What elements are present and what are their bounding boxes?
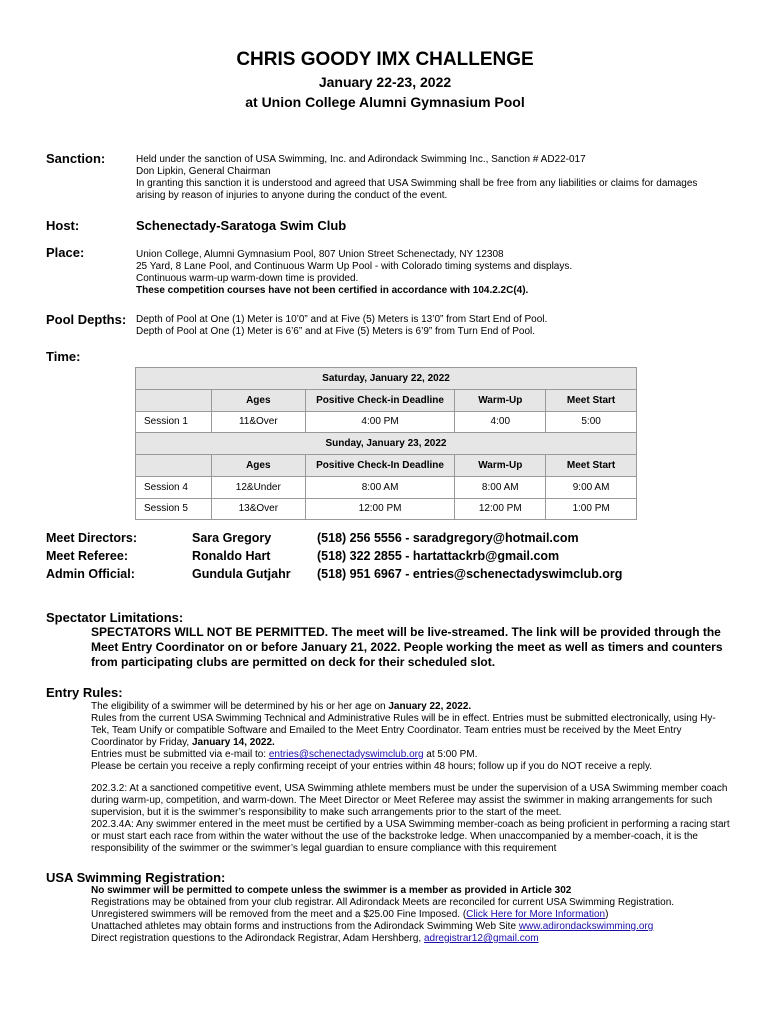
- registrar-email-link[interactable]: adregistrar12@gmail.com: [423, 933, 539, 944]
- sanction-text: [136, 154, 721, 202]
- table-row: [136, 433, 637, 455]
- referee-label: Meet Referee:: [46, 549, 128, 563]
- more-info-link[interactable]: Click Here for More Information: [466, 909, 606, 920]
- session-name: Session 5: [136, 498, 212, 520]
- column-header: Ages: [211, 455, 305, 477]
- table-cell: 12&Under: [211, 476, 305, 498]
- entry-rules-label: Entry Rules:: [46, 685, 123, 700]
- day-header: Saturday, January 22, 2022: [136, 368, 637, 390]
- entry-text: Entries must be submitted via e-mail to:: [91, 749, 269, 760]
- place-label: Place:: [46, 245, 85, 260]
- place-line: These competition courses have not been certified in accordance with 104.2.2C(4).: [136, 285, 529, 296]
- place-line: Union College, Alumni Gymnasium Pool, 807 Union Street Schenectady, NY 12308: [136, 249, 504, 260]
- entry-rules-text: [91, 701, 731, 855]
- table-row: [136, 411, 637, 433]
- spectator-label: Spectator Limitations:: [46, 610, 184, 625]
- column-header: Meet Start: [546, 389, 637, 411]
- table-row: [136, 476, 637, 498]
- referee-name: Ronaldo Hart: [192, 549, 271, 563]
- host-label: Host:: [46, 218, 80, 233]
- table-row: [136, 455, 637, 477]
- director-contact: (518) 256 5556 - saradgregory@hotmail.com: [317, 531, 579, 545]
- entry-deadline: January 14, 2022.: [191, 737, 275, 748]
- column-header: Meet Start: [546, 455, 637, 477]
- admin-contact: (518) 951 6967 - entries@schenectadyswimclub.org: [317, 567, 623, 581]
- referee-contact: (518) 322 2855 - hartattackrb@gmail.com: [317, 549, 560, 563]
- officials-contacts: [317, 529, 622, 583]
- registration-label: USA Swimming Registration:: [46, 870, 226, 885]
- sanction-line: Held under the sanction of USA Swimming, Inc. and Adirondack Swimming Inc., Sanction # AD22-017: [136, 154, 586, 165]
- registration-text-span: ): [605, 909, 609, 920]
- registration-line: [91, 933, 731, 945]
- table-cell: 4:00 PM: [305, 411, 455, 433]
- entry-paragraph: [91, 749, 731, 761]
- registration-line: [91, 921, 731, 933]
- sanction-line: Don Lipkin, General Chairman: [136, 166, 271, 177]
- director-name: Sara Gregory: [192, 531, 272, 545]
- table-cell: [136, 455, 212, 477]
- directors-label: Meet Directors:: [46, 531, 137, 545]
- registration-line: No swimmer will be permitted to compete unless the swimmer is a member as provided in Article 302: [91, 885, 572, 896]
- registration-text-span: Unregistered swimmers will be removed from the meet and a $25.00 Fine Imposed. (: [91, 909, 467, 920]
- place-line: Continuous warm-up warm-down time is provided.: [136, 273, 359, 284]
- entry-paragraph: [91, 713, 731, 749]
- entries-email-link[interactable]: entries@schenectadyswimclub.org: [268, 749, 424, 760]
- meet-title: CHRIS GOODY IMX CHALLENGE: [236, 49, 534, 70]
- pool-depth-line: Depth of Pool at One (1) Meter is 10’0” and at Five (5) Meters is 13’0” from Start End of Pool.: [136, 314, 548, 325]
- registration-text-span: Direct registration questions to the Adirondack Registrar, Adam Hershberg,: [91, 933, 424, 944]
- schedule-table: [135, 367, 637, 520]
- meet-date: January 22-23, 2022: [318, 74, 452, 90]
- entry-paragraph: Please be certain you receive a reply confirming receipt of your entries within 48 hours; follow up if you do NOT receive a reply.: [91, 761, 653, 772]
- table-row: [136, 498, 637, 520]
- place-line: 25 Yard, 8 Lane Pool, and Continuous Warm Up Pool - with Colorado timing systems and displays.: [136, 261, 573, 272]
- pool-depths-label: Pool Depths:: [46, 312, 127, 327]
- sanction-label: Sanction:: [46, 151, 106, 166]
- rule-202-3-4a: 202.3.4A: Any swimmer entered in the meet must be certified by a USA Swimming member-coach as being proficient in performing a racing start or must start each race from within the water without the use of the backstroke ledge. When unaccompanied by a member-coach, it is the responsibility of the swimmer or the swimmer’s legal guardian to ensure compliance with this requirement: [91, 819, 730, 854]
- place-text: [136, 249, 721, 297]
- column-header: Warm-Up: [455, 455, 546, 477]
- column-header: Warm-Up: [455, 389, 546, 411]
- pool-depth-line: Depth of Pool at One (1) Meter is 6’6” and at Five (5) Meters is 6’9” from Turn End of Pool.: [136, 326, 536, 337]
- registration-line: [91, 909, 731, 921]
- page-header: [0, 48, 770, 112]
- sanction-line: In granting this sanction it is understood and agreed that USA Swimming shall be free from any liabilities or claims for damages arising by reason of injuries to anyone during the conduct of the event.: [136, 178, 698, 201]
- registration-text-span: Unattached athletes may obtain forms and instructions from the Adirondack Swimming Web Site: [91, 921, 519, 932]
- admin-label: Admin Official:: [46, 567, 135, 581]
- table-cell: 5:00: [546, 411, 637, 433]
- table-cell: 12:00 PM: [455, 498, 546, 520]
- column-header: Positive Check-in Deadline: [305, 389, 455, 411]
- day-header: Sunday, January 23, 2022: [136, 433, 637, 455]
- entry-text: Rules from the current USA Swimming Technical and Administrative Rules will be in effect. Entries must be submitted electronically, using Hy-Tek, Team Unify or compatible Software and Emailed to the Meet Entry Coordinator. Team entries must be received by the Meet Entry Coordinator by Friday,: [91, 713, 716, 748]
- table-cell: 11&Over: [211, 411, 305, 433]
- spectator-text: SPECTATORS WILL NOT BE PERMITTED. The meet will be live-streamed. The link will be provided through the Meet Entry Coordinator on or before January 21, 2022. People working the meet as well as timers and counters from participating clubs are permitted on deck for their scheduled slot.: [91, 625, 723, 669]
- adirondack-website-link[interactable]: www.adirondackswimming.org: [518, 921, 654, 932]
- rule-202-3-2: 202.3.2: At a sanctioned competitive event, USA Swimming athlete members must be under the supervision of a USA Swimming member coach during warm-up, competition, and warm-down. The Meet Director or Meet Referee may assist the swimmer in making arrangements for such supervision, but it is the swimmer’s responsibility to make such arrangements prior to the start of the meet.: [91, 783, 728, 818]
- session-name: Session 1: [136, 411, 212, 433]
- registration-text: [91, 885, 731, 945]
- meet-venue: at Union College Alumni Gymnasium Pool: [245, 94, 525, 110]
- entry-text: at 5:00 PM.: [423, 749, 478, 760]
- entry-date: January 22, 2022.: [388, 701, 472, 712]
- entry-text: The eligibility of a swimmer will be determined by his or her age on: [91, 701, 389, 712]
- table-cell: 13&Over: [211, 498, 305, 520]
- table-cell: 9:00 AM: [546, 476, 637, 498]
- table-cell: 4:00: [455, 411, 546, 433]
- table-row: [136, 389, 637, 411]
- registration-line: Registrations may be obtained from your club registrar. All Adirondack Meets are reconciled for current USA Swimming Registration.: [91, 897, 675, 908]
- table-cell: 8:00 AM: [455, 476, 546, 498]
- table-cell: [136, 389, 212, 411]
- entry-paragraph: [91, 701, 731, 713]
- admin-name: Gundula Gutjahr: [192, 567, 291, 581]
- time-label: Time:: [46, 349, 81, 364]
- host-value: Schenectady-Saratoga Swim Club: [136, 218, 347, 233]
- column-header: Ages: [211, 389, 305, 411]
- table-cell: 8:00 AM: [305, 476, 455, 498]
- column-header: Positive Check-In Deadline: [305, 455, 455, 477]
- pool-depths-text: [136, 314, 721, 338]
- table-cell: 1:00 PM: [546, 498, 637, 520]
- officials-names: [192, 529, 291, 583]
- session-name: Session 4: [136, 476, 212, 498]
- table-cell: 12:00 PM: [305, 498, 455, 520]
- table-row: [136, 368, 637, 390]
- officials-labels: [46, 529, 137, 583]
